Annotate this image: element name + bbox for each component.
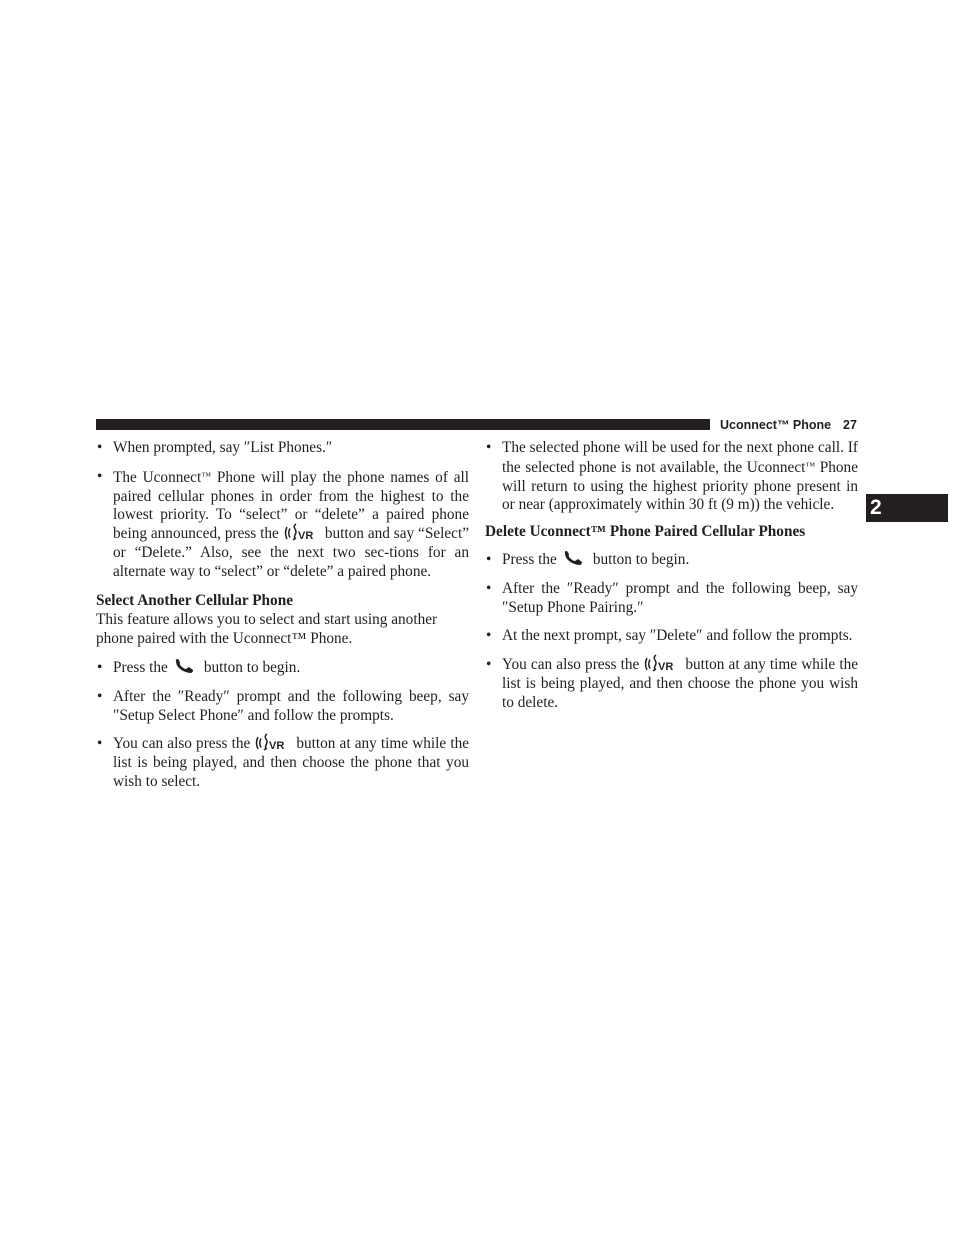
section-heading: Select Another Cellular Phone bbox=[96, 591, 294, 609]
list-item-text: After the ″Ready″ prompt and the following beep, say ″Setup Phone Pairing.″ bbox=[502, 579, 858, 616]
left-bullet-list-1 bbox=[96, 439, 469, 582]
svg-text:VR: VR bbox=[297, 529, 314, 542]
list-item-text: The selected phone will be used for the next phone call. If the selected phone is not available, the Uconnect bbox=[502, 439, 858, 476]
section-intro: This feature allows you to select and start using another phone paired with the Uconnect™ Phone. bbox=[96, 611, 438, 648]
list-item-text: Phone will play the phone names of all paired cellular phones in order from the highest to the lowest priority. To “select” or “delete” a paired phone being announced, press the bbox=[113, 468, 469, 543]
list-item bbox=[485, 656, 858, 712]
running-header-title: Uconnect™ Phone bbox=[720, 418, 832, 432]
list-item-text: Press the bbox=[113, 658, 168, 676]
list-item-text: After the ″Ready″ prompt and the following beep, say ″Setup Select Phone″ and follow the prompts. bbox=[113, 687, 469, 724]
list-item-text: You can also press the bbox=[502, 656, 640, 674]
right-column bbox=[485, 439, 858, 723]
chapter-tab: 2 bbox=[866, 494, 948, 522]
list-item-text: button to begin. bbox=[203, 658, 301, 676]
voice-recognition-icon bbox=[644, 654, 680, 674]
list-item-text: button to begin. bbox=[592, 550, 690, 568]
voice-recognition-icon bbox=[284, 523, 320, 543]
list-item bbox=[96, 659, 469, 678]
list-item bbox=[96, 688, 469, 726]
list-item bbox=[96, 735, 469, 791]
left-bullet-list-2 bbox=[96, 659, 469, 792]
section-heading: Delete Uconnect™ Phone Paired Cellular Phones bbox=[485, 523, 806, 541]
svg-text:VR: VR bbox=[269, 739, 285, 752]
phone-handset-icon bbox=[174, 658, 196, 674]
list-item-text: button at any time while the list is being played, and then choose the phone you wish to delete. bbox=[502, 656, 859, 711]
list-item bbox=[485, 580, 858, 618]
list-item-text: Phone will return to using the highest priority phone present in or near (approximately within 30 ft (9 m)) the vehicle. bbox=[502, 458, 858, 514]
list-item-text: The Uconnect bbox=[113, 468, 202, 486]
list-item bbox=[96, 439, 469, 458]
phone-handset-icon bbox=[563, 550, 585, 566]
bullet: • bbox=[486, 627, 492, 645]
header-rule bbox=[96, 419, 710, 430]
bullet: • bbox=[486, 550, 492, 568]
bullet: • bbox=[486, 579, 492, 597]
trademark-mark: ™ bbox=[805, 460, 816, 472]
list-item bbox=[485, 439, 858, 515]
list-item-text: Press the bbox=[502, 550, 557, 568]
trademark-mark: ™ bbox=[201, 470, 212, 482]
list-item-text: When prompted, say ″List Phones.″ bbox=[113, 439, 333, 456]
list-item bbox=[485, 551, 858, 570]
bullet: • bbox=[97, 439, 103, 456]
bullet: • bbox=[97, 735, 103, 753]
page-number: 27 bbox=[843, 418, 857, 432]
right-bullet-list-1 bbox=[485, 439, 858, 515]
svg-text:VR: VR bbox=[658, 660, 674, 673]
list-item-text: You can also press the bbox=[113, 735, 251, 753]
bullet: • bbox=[97, 658, 103, 676]
list-item-text: button and say “Select” or “Delete.” Also, see the next two sec-tions for an alternate way to “select” or “delete” a paired phone. bbox=[113, 525, 470, 580]
list-item-text: button at any time while the list is being played, and then choose the phone that you wish to select. bbox=[113, 735, 470, 790]
list-item bbox=[485, 627, 858, 646]
bullet: • bbox=[97, 467, 103, 485]
bullet: • bbox=[486, 656, 492, 674]
bullet: • bbox=[486, 439, 492, 456]
left-column bbox=[96, 439, 469, 802]
right-bullet-list-2 bbox=[485, 551, 858, 713]
voice-recognition-icon bbox=[255, 733, 291, 753]
list-item-text: At the next prompt, say ″Delete″ and follow the prompts. bbox=[502, 627, 853, 645]
list-item bbox=[96, 468, 469, 582]
bullet: • bbox=[97, 687, 103, 705]
